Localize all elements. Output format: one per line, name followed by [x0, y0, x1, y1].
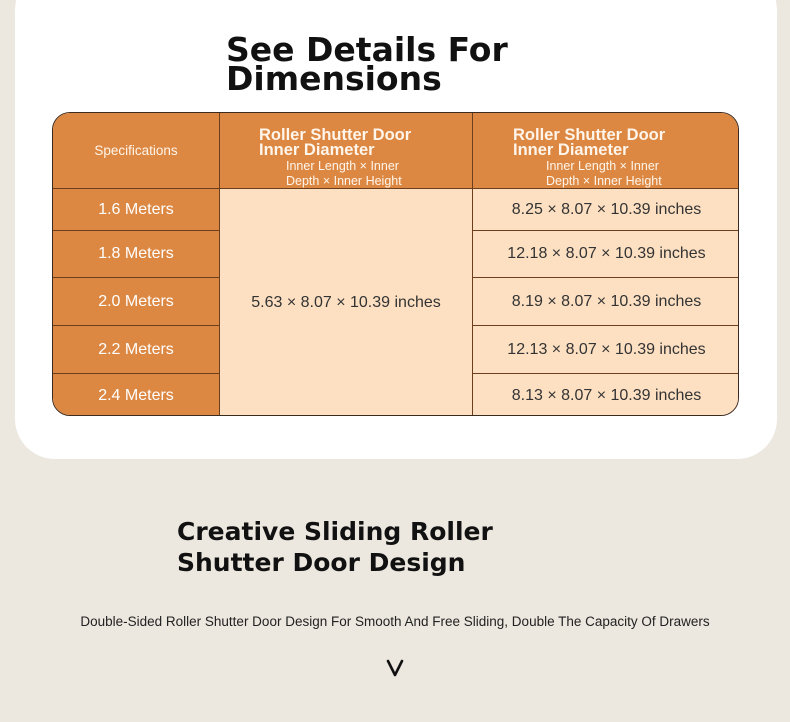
row-label-cell	[53, 374, 220, 416]
col3-header-sub: Inner Length × Inner Depth × Inner Height	[546, 159, 662, 188]
row-value: 8.19 × 8.07 × 10.39 inches	[511, 292, 702, 310]
row-value: 8.13 × 8.07 × 10.39 inches	[511, 386, 702, 404]
row-label: 2.0 Meters	[98, 292, 174, 310]
spec-header-label: Specifications	[94, 143, 178, 158]
dimensions-title: See Details For Dimensions	[226, 30, 508, 98]
row-label: 1.8 Meters	[98, 245, 174, 262]
row-value-cell	[473, 231, 739, 278]
row-label-cell	[53, 278, 220, 326]
spec-header-cell	[53, 113, 220, 189]
chevron-down-icon[interactable]	[381, 655, 409, 681]
row-value: 12.18 × 8.07 × 10.39 inches	[507, 245, 706, 262]
row-value: 12.13 × 8.07 × 10.39 inches	[507, 340, 706, 358]
col2-header-main: Roller Shutter Door Inner Diameter	[259, 126, 412, 159]
row-label: 2.2 Meters	[98, 340, 174, 358]
row-value: 8.25 × 8.07 × 10.39 inches	[511, 200, 702, 218]
shared-value: 5.63 × 8.07 × 10.39 inches	[251, 294, 441, 311]
dimensions-table	[52, 112, 739, 416]
row-value-cell	[473, 374, 739, 416]
row-label: 1.6 Meters	[98, 200, 174, 218]
design-description: Double-Sided Roller Shutter Door Design For Smooth And Free Sliding, Double The Capacity Of Drawers	[80, 614, 710, 629]
col2-header-sub: Inner Length × Inner Depth × Inner Height	[286, 159, 402, 188]
row-value-cell	[473, 278, 739, 326]
row-value-cell	[473, 326, 739, 374]
design-title: Creative Sliding Roller Shutter Door Design	[177, 517, 493, 577]
col2-header-cell	[220, 113, 473, 189]
row-label-cell	[53, 231, 220, 278]
col3-header-main: Roller Shutter Door Inner Diameter	[513, 126, 666, 159]
shared-value-cell	[220, 189, 473, 416]
col3-header-cell	[473, 113, 739, 189]
row-value-cell	[473, 189, 739, 231]
row-label-cell	[53, 326, 220, 374]
row-label: 2.4 Meters	[98, 386, 174, 404]
row-label-cell	[53, 189, 220, 231]
